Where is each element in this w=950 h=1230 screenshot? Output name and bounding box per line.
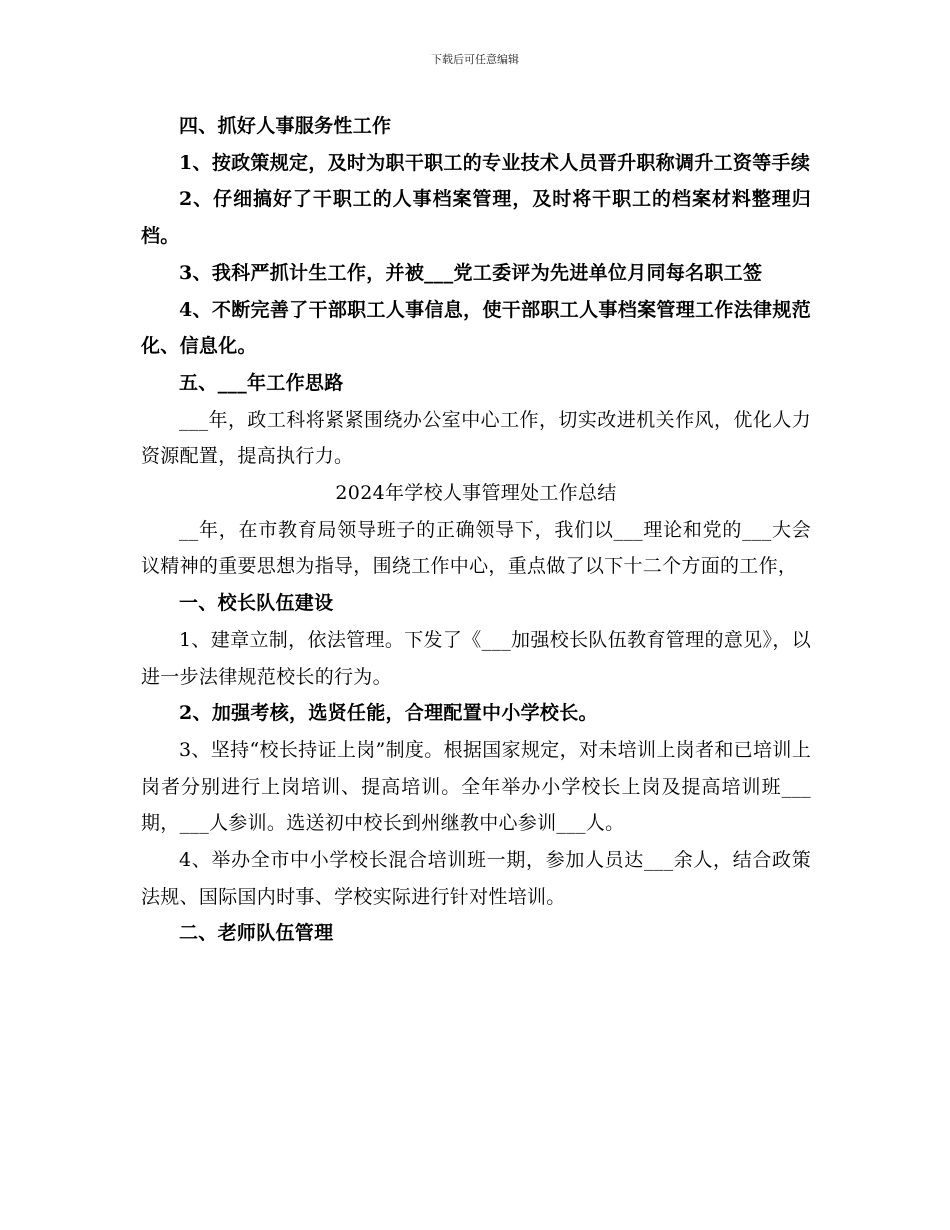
document-body [141,108,811,952]
paragraph: __年，在市教育局领导班子的正确领导下，我们以___理论和党的___大会议精神的重要思想为指导，围绕工作中心，重点做了以下十二个方面的工作， [141,518,811,578]
page-header: 下载后可任意编辑 [431,53,519,66]
paragraph: 1、按政策规定，及时为职干职工的专业技术人员晋升职称调升工资等手续 [179,151,811,174]
paragraph: 二、老师队伍管理 [179,922,334,945]
paragraph: 2、加强考核，选贤任能，合理配置中小学校长。 [179,702,598,725]
paragraph: 3、坚持“校长持证上岗”制度。根据国家规定，对未培训上岗者和已培训上岗者分别进行上岗培训、提高培训。全年举办小学校长上岗及提高培训班___期，___人参训。选送初中校长到州继教中心参训___人。 [141,738,811,835]
paragraph: ___年，政工科将紧紧围绕办公室中心工作，切实改进机关作风，优化人力资源配置，提高执行力。 [141,408,811,468]
paragraph: 一、校长队伍建设 [179,592,334,615]
paragraph: 2、仔细搞好了干职工的人事档案管理，及时将干职工的档案材料整理归档。 [141,188,811,248]
paragraph: 4、举办全市中小学校长混合培训班一期，参加人员达___余人，结合政策法规、国际国内时事、学校实际进行针对性培训。 [141,849,811,908]
paragraph: 4、不断完善了干部职工人事信息，使干部职工人事档案管理工作法律规范化、信息化。 [141,298,811,358]
paragraph: 1、建章立制，依法管理。下发了《___加强校长队伍教育管理的意见》，以进一步法律规范校长的行为。 [141,628,811,688]
paragraph: 四、抓好人事服务性工作 [179,115,392,137]
paragraph: 五、___年工作思路 [179,371,344,394]
section-title: 2024年学校人事管理处工作总结 [335,482,617,505]
paragraph: 3、我科严抓计生工作，并被___党工委评为先进单位月同每名职工签 [179,261,763,284]
